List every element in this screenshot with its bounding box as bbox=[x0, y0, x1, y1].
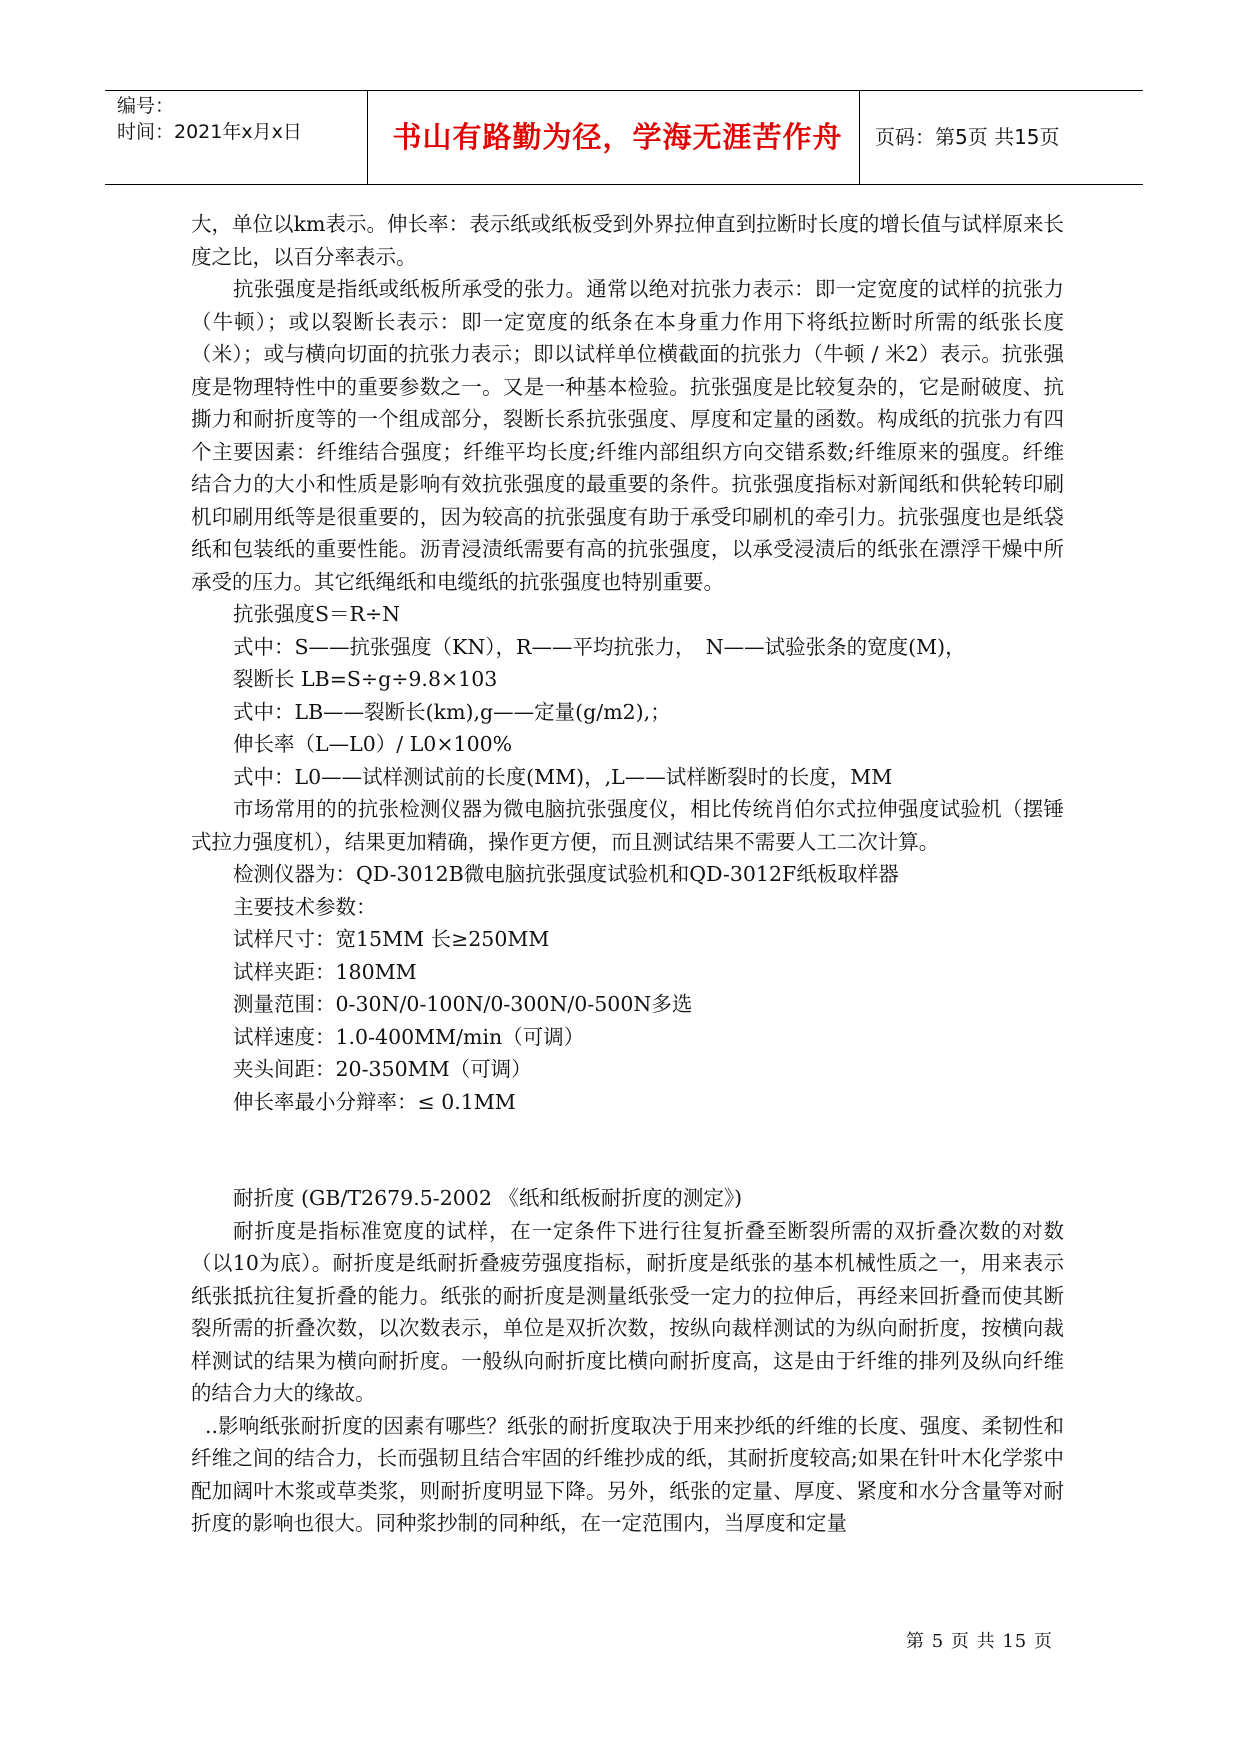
paragraph: 抗张强度是指纸或纸板所承受的张力。通常以绝对抗张力表示：即一定宽度的试样的抗张力（牛顿）；或以裂断长表示：即一定宽度的纸条在本身重力作用下将纸拉断时所需的纸张长度（米）；或与横向切面的抗张力表示；即以试样单位横截面的抗张力（牛顿 / 米2）表示。抗张强度是物理特性中的重要参数之一。又是一种基本检验。抗张强度是比较复杂的，它是耐破度、抗撕力和耐折度等的一个组成部分，裂断长系抗张强度、厚度和定量的函数。构成纸的抗张力有四个主要因素：纤维结合强度；纤维平均长度;纤维内部组织方向交错系数;纤维原来的强度。纤维结合力的大小和性质是影响有效抗张强度的最重要的条件。抗张强度指标对新闻纸和供轮转印刷机印刷用纸等是很重要的，因为较高的抗张强度有助于承受印刷机的牵引力。抗张强度也是纸袋纸和包装纸的重要性能。沥青浸渍纸需要有高的抗张强度，以承受浸渍后的纸张在漂浮干燥中所承受的压力。其它纸绳纸和电缆纸的抗张强度也特别重要。 bbox=[191, 277, 1064, 594]
header-motto: 书山有路勤为径，学海无涯苦作舟 bbox=[392, 120, 843, 154]
paragraph: 市场常用的的抗张检测仪器为微电脑抗张强度仪，相比传统肖伯尔式拉伸强度试验机（摆锤式拉力强度机），结果更加精确，操作更方便，而且测试结果不需要人工二次计算。 bbox=[191, 797, 1064, 854]
spec-line: 试样尺寸：宽15MM 长≥250MM bbox=[233, 927, 550, 951]
spacer bbox=[191, 1118, 1064, 1182]
formula-line: 式中：S——抗张强度（KN），R——平均抗张力， N——试验张条的宽度(M)， bbox=[233, 634, 966, 659]
header-divider bbox=[367, 91, 368, 184]
spec-line: 主要技术参数： bbox=[233, 894, 377, 919]
formula-line: 式中：L0——试样测试前的长度(MM)，,L——试样断裂时的长度，MM bbox=[233, 764, 893, 789]
spec-line: 试样速度：1.0-400MM/min（可调） bbox=[233, 1024, 585, 1049]
formula-line: 式中：LB——裂断长(km),g——定量(g/m2),； bbox=[233, 699, 671, 724]
document-body bbox=[191, 208, 1064, 1540]
paragraph: 耐折度是指标准宽度的试样，在一定条件下进行往复折叠至断裂所需的双折叠次数的对数（以10为底）。耐折度是纸耐折叠疲劳强度指标，耐折度是纸张的基本机械性质之一，用来表示纸张抵抗往复折叠的能力。纸张的耐折度是测量纸张受一定力的拉伸后，再经来回折叠而使其断裂所需的折叠次数，以次数表示，单位是双折次数，按纵向裁样测试的为纵向耐折度，按横向裁样测试的结果为横向耐折度。一般纵向耐折度比横向耐折度高，这是由于纤维的排列及纵向纤维的结合力大的缘故。 bbox=[191, 1218, 1064, 1405]
number-label: 编号： bbox=[117, 95, 175, 117]
paragraph: ..影响纸张耐折度的因素有哪些？纸张的耐折度取决于用来抄纸的纤维的长度、强度、柔韧性和纤维之间的结合力，长而强韧且结合牢固的纤维抄成的纸，其耐折度较高;如果在针叶木化学浆中配加阔叶木浆或草类浆，则耐折度明显下降。另外，纸张的定量、厚度、紧度和水分含量等对耐折度的影响也很大。同种浆抄制的同种纸，在一定范围内，当厚度和定量 bbox=[191, 1413, 1064, 1535]
spec-line: 试样夹距：180MM bbox=[233, 959, 417, 984]
spec-line: 伸长率最小分辩率：≤ 0.1MM bbox=[233, 1089, 516, 1114]
header-meta bbox=[117, 91, 361, 184]
formula-line: 伸长率（L—L0）/ L0×100% bbox=[233, 732, 513, 756]
spec-line: 测量范围：0-30N/0-100N/0-300N/0-500N多选 bbox=[233, 992, 693, 1016]
page-footer: 第 5 页 共 15 页 bbox=[906, 1631, 1053, 1652]
formula-line: 裂断长 LB=S÷g÷9.8×103 bbox=[233, 667, 498, 691]
spec-line: 夹头间距：20-350MM（可调） bbox=[233, 1057, 532, 1081]
section-title: 耐折度 (GB/T2679.5-2002 《纸和纸板耐折度的测定》) bbox=[233, 1186, 743, 1210]
header-page-info: 页码：第5页 共15页 bbox=[875, 125, 1060, 149]
header-divider bbox=[859, 91, 860, 184]
paragraph: 大，单位以km表示。伸长率：表示纸或纸板受到外界拉伸直到拉断时长度的增长值与试样原来长度之比，以百分率表示。 bbox=[191, 212, 1064, 269]
spec-line: 检测仪器为：QD-3012B微电脑抗张强度试验机和QD-3012F纸板取样器 bbox=[233, 862, 899, 886]
formula-line: 抗张强度S＝R÷N bbox=[233, 602, 401, 626]
document-header bbox=[105, 90, 1143, 185]
time-label: 时间：2021年x月x日 bbox=[117, 121, 302, 143]
